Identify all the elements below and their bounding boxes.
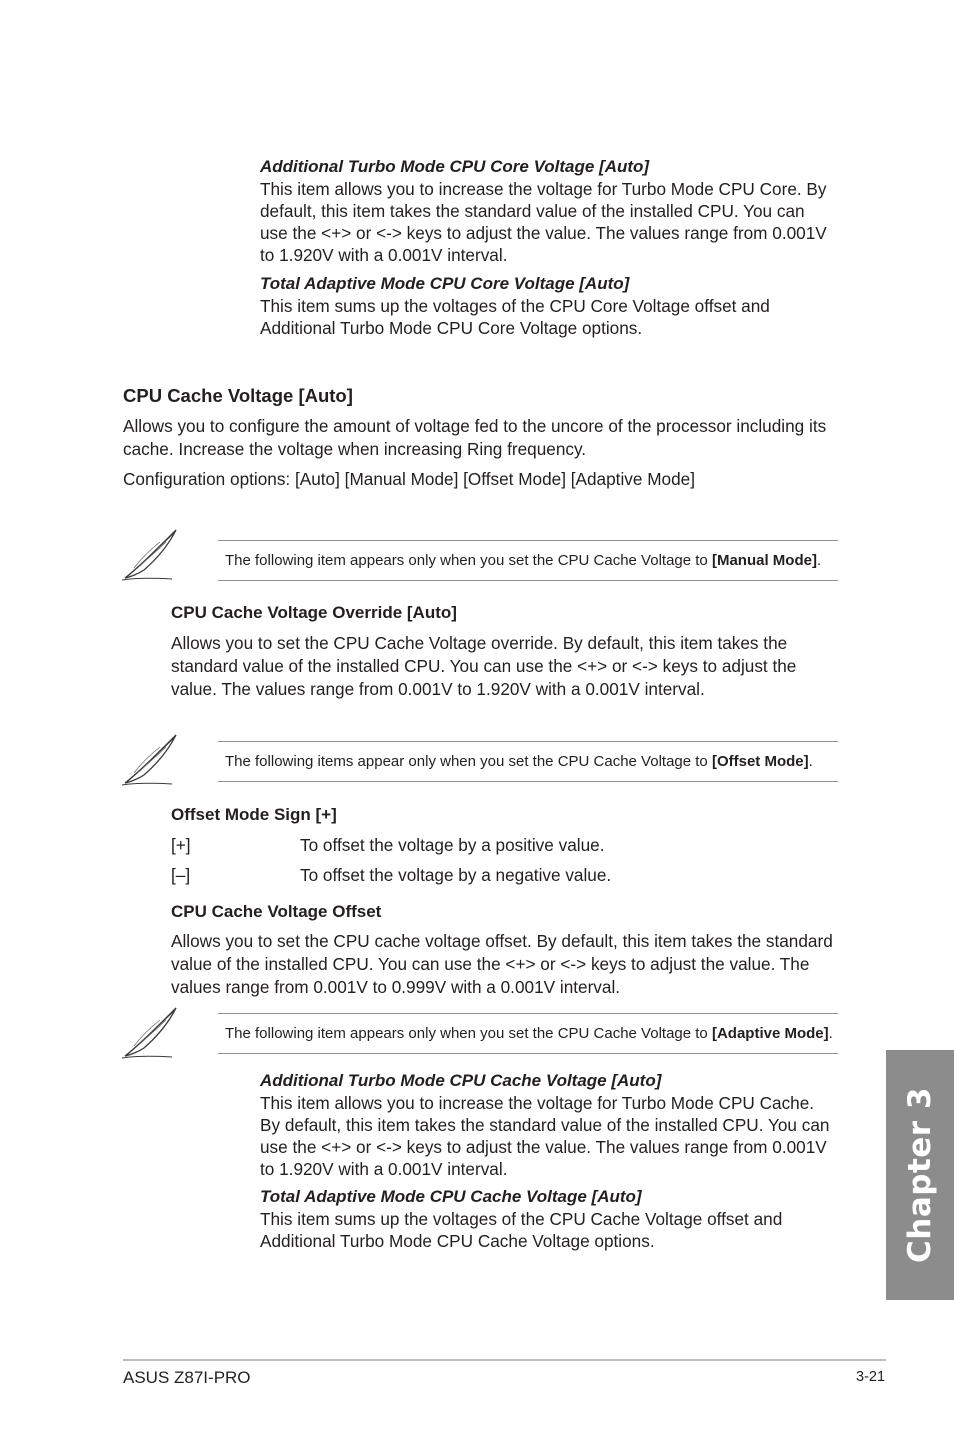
note-adaptive-mode [225, 1024, 833, 1044]
heading-cache-voltage-override: CPU Cache Voltage Override [Auto] [171, 603, 457, 622]
text-line: This item allows you to increase the voltage for Turbo Mode CPU Cache. [260, 1093, 815, 1113]
cache-description [123, 415, 826, 461]
chapter-label: Chapter 3 [902, 1087, 938, 1263]
note-rule-top [218, 540, 838, 541]
text-line: This item sums up the voltages of the CPU Cache Voltage offset and [260, 1209, 783, 1229]
note-feather-icon [120, 1006, 180, 1060]
heading-cpu-cache-voltage: CPU Cache Voltage [Auto] [123, 385, 353, 406]
note-bold: [Manual Mode] [711, 552, 817, 569]
item-title-turbo-core: Additional Turbo Mode CPU Core Voltage [Auto] [260, 157, 650, 176]
footer-rule [123, 1359, 886, 1361]
note-feather-icon [120, 528, 180, 582]
footer-page-number: 3-21 [856, 1369, 886, 1385]
text-line: value. The values range from 0.001V to 1.920V with a 0.001V interval. [171, 679, 705, 699]
text-line: to 1.920V with a 0.001V interval. [260, 245, 508, 265]
option-desc-plus: To offset the voltage by a positive value. [300, 835, 605, 855]
text-line: Allows you to configure the amount of voltage fed to the uncore of the processor including its [123, 416, 827, 436]
note-end: . [816, 552, 822, 569]
note-manual-mode [225, 551, 821, 571]
text-line: Allows you to set the CPU Cache Voltage override. By default, this item takes the [171, 633, 788, 653]
note-text: The following item appears only when you set the CPU Cache Voltage to [225, 1025, 712, 1042]
footer-product-name: ASUS Z87I-PRO [123, 1368, 251, 1387]
item-title-total-adaptive-cache: Total Adaptive Mode CPU Cache Voltage [Auto] [260, 1187, 642, 1206]
note-text: The following item appears only when you set the CPU Cache Voltage to [225, 552, 712, 569]
text-line: cache. Increase the voltage when increasing Ring frequency. [123, 439, 587, 459]
option-key-minus: [–] [171, 865, 191, 885]
heading-offset-mode-sign: Offset Mode Sign [+] [171, 805, 337, 824]
text-line: By default, this item takes the standard value of the installed CPU. You can [260, 1115, 830, 1135]
heading-cache-voltage-offset: CPU Cache Voltage Offset [171, 902, 382, 921]
option-key-plus: [+] [171, 835, 191, 855]
text-line: default, this item takes the standard value of the installed CPU. You can [260, 201, 805, 221]
chapter-tab [886, 1050, 954, 1300]
item-title-total-adaptive-core: Total Adaptive Mode CPU Core Voltage [Auto] [260, 274, 630, 293]
text-line: use the <+> or <-> keys to adjust the value. The values range from 0.001V [260, 223, 827, 243]
offset-description [171, 930, 833, 999]
text-line: use the <+> or <-> keys to adjust the value. The values range from 0.001V [260, 1137, 827, 1157]
override-description [171, 632, 796, 701]
item-desc-turbo-core [260, 178, 827, 266]
note-rule-bottom [218, 580, 838, 581]
text-line: This item sums up the voltages of the CPU Core Voltage offset and [260, 296, 770, 316]
item-desc-total-adaptive-core [260, 295, 770, 339]
text-line: value of the installed CPU. You can use the <+> or <-> keys to adjust the value. The [171, 954, 810, 974]
item-title-turbo-cache: Additional Turbo Mode CPU Cache Voltage [Auto] [260, 1071, 662, 1090]
text-line: standard value of the installed CPU. You can use the <+> or <-> keys to adjust the [171, 656, 797, 676]
text-line: Allows you to set the CPU cache voltage offset. By default, this item takes the standard [171, 931, 833, 951]
item-desc-turbo-cache [260, 1092, 829, 1180]
note-end: . [808, 753, 813, 770]
note-rule-bottom [218, 1053, 838, 1054]
note-end: . [828, 1025, 833, 1042]
note-offset-mode [225, 752, 813, 772]
note-rule-top [218, 1013, 838, 1014]
item-desc-total-adaptive-cache [260, 1208, 782, 1252]
configuration-options: Configuration options: [Auto] [Manual Mode] [Offset Mode] [Adaptive Mode] [123, 469, 695, 489]
text-line: This item allows you to increase the voltage for Turbo Mode CPU Core. By [260, 179, 827, 199]
option-desc-minus: To offset the voltage by a negative value. [300, 865, 612, 885]
text-line: Additional Turbo Mode CPU Cache Voltage options. [260, 1231, 655, 1251]
text-line: Additional Turbo Mode CPU Core Voltage options. [260, 318, 643, 338]
text-line: values range from 0.001V to 0.999V with a 0.001V interval. [171, 977, 621, 997]
text-line: to 1.920V with a 0.001V interval. [260, 1159, 508, 1179]
note-bold: [Adaptive Mode] [711, 1025, 829, 1042]
note-text: The following items appear only when you set the CPU Cache Voltage to [225, 753, 712, 770]
note-feather-icon [120, 733, 180, 787]
note-rule-top [218, 741, 838, 742]
note-rule-bottom [218, 781, 838, 782]
note-bold: [Offset Mode] [711, 753, 809, 770]
